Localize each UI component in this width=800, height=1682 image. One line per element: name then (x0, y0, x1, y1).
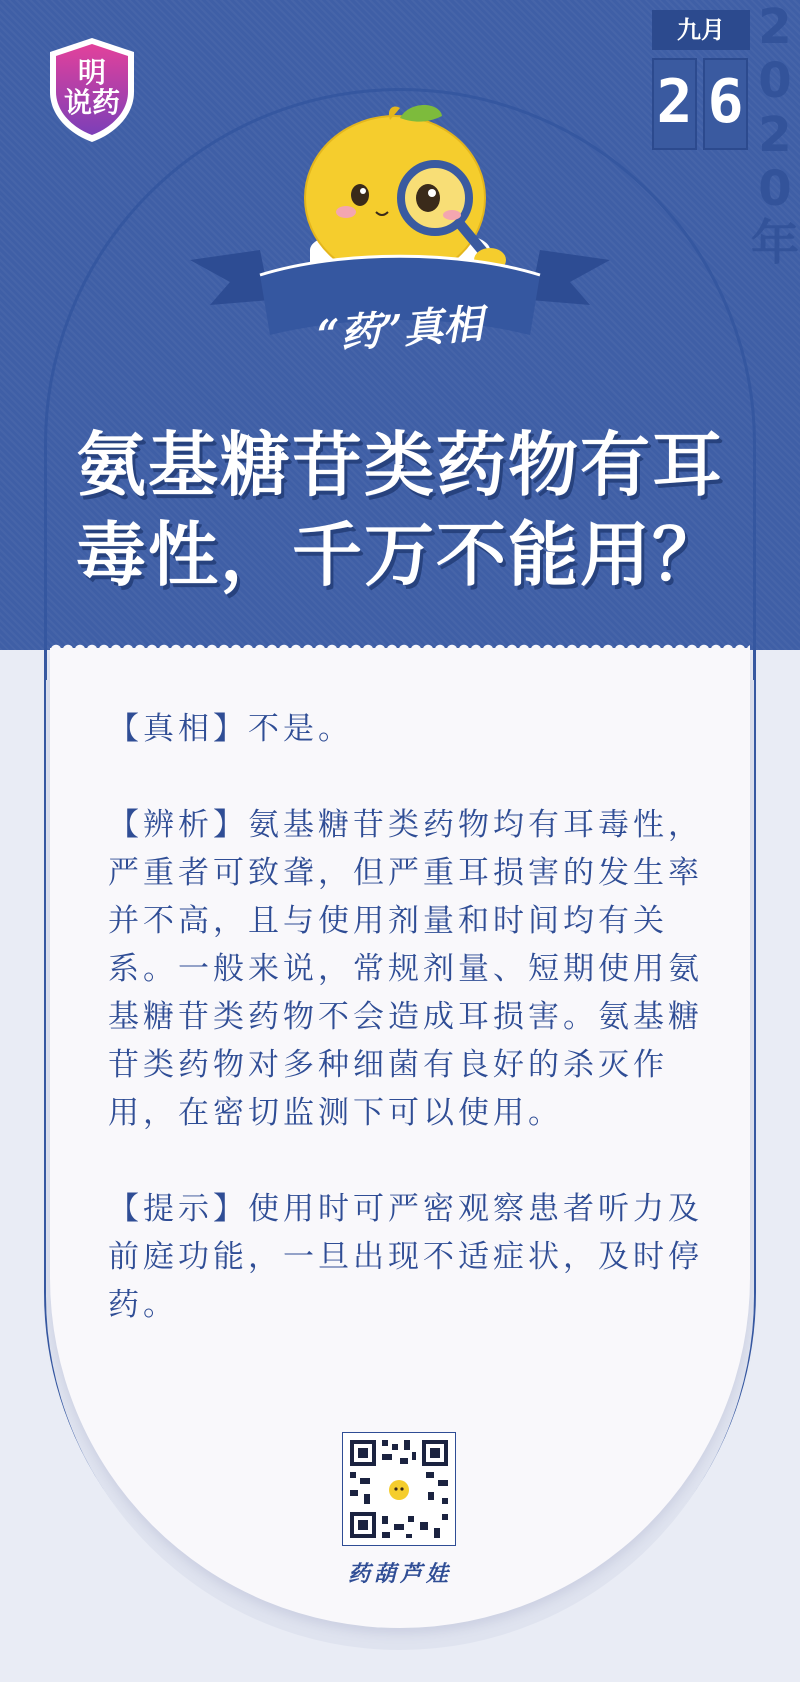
headline-line2: 毒性，千万不能用？ (76, 514, 724, 596)
month-label: 九月 (652, 10, 750, 50)
logo-text-line2: 说药 (63, 86, 120, 119)
brand-name: 药葫芦娃 (347, 1561, 452, 1587)
date-box (652, 10, 750, 150)
qr-code-icon (342, 1432, 456, 1546)
headline (60, 420, 740, 600)
scalloped-edge (50, 640, 750, 656)
article-body (108, 705, 718, 1377)
analysis-paragraph: 【辨析】氨基糖苷类药物均有耳毒性，严重者可致聋，但严重耳损害的发生率并不高，且与使用剂量和时间均有关系。一般来说，常规剂量、短期使用氨基糖苷类药物不会造成耳损害。氨基糖苷类药物对多种细菌有良好的杀灭作用，在密切监测下可以使用。 (108, 807, 703, 1131)
day-digit-2: 6 (707, 67, 744, 137)
logo-text (44, 58, 140, 118)
year-label: 2020年 (750, 0, 799, 271)
ribbon-title: “药”真相 (315, 300, 485, 359)
day-digit-1: 2 (656, 67, 693, 137)
truth-paragraph: 【真相】不是。 (108, 711, 353, 747)
tip-paragraph: 【提示】使用时可严密观察患者听力及前庭功能，一旦出现不适症状，及时停药。 (108, 1191, 703, 1323)
headline-line1: 氨基糖苷类药物有耳 (76, 424, 724, 506)
logo-text-line1: 明 (77, 56, 106, 89)
brand-logo (44, 34, 140, 144)
